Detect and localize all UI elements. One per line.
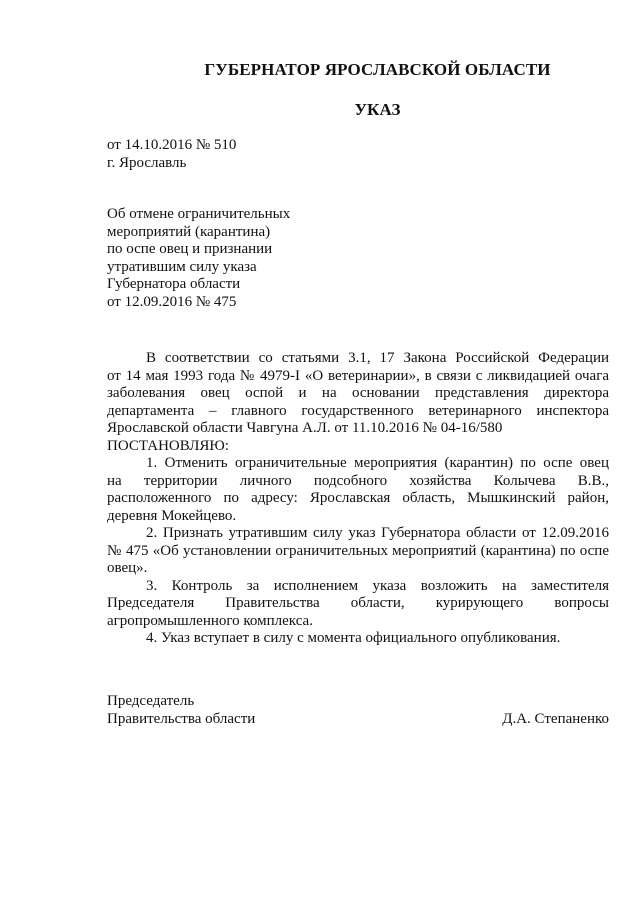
document-type-title: УКАЗ (354, 100, 401, 119)
subject-line: утратившим силу указа (107, 258, 257, 275)
clause-line: № 475 «Об установлении ограничительных мероприятий (карантина) по оспе (107, 542, 609, 559)
clause-line: на территории личного подсобного хозяйства Колычева В.В., (107, 472, 609, 489)
date-number: от 14.10.2016 № 510 (107, 137, 237, 153)
signer-position-row (107, 711, 609, 729)
clause-line: 3. Контроль за исполнением указа возложить на заместителя (146, 577, 609, 594)
clause-line: 2. Признать утратившим силу указ Губернатора области от 12.09.2016 (146, 525, 609, 541)
signer-name: Д.А. Степаненко (502, 710, 609, 727)
clause-line: овец». (107, 560, 148, 576)
preamble-line: заболевания овец оспой и на основании представления директора (107, 385, 609, 401)
document-body (107, 350, 609, 648)
place: г. Ярославль (107, 154, 187, 171)
authority-title: ГУБЕРНАТОР ЯРОСЛАВСКОЙ ОБЛАСТИ (204, 60, 551, 79)
preamble (107, 350, 609, 438)
document-subject (107, 206, 290, 311)
document-meta (107, 137, 236, 172)
clause-line: деревня Мокейцево. (107, 507, 237, 524)
subject-line: по оспе овец и признании (107, 241, 273, 257)
clause-line: агропромышленного комплекса. (107, 612, 313, 629)
preamble-line: департамента – главного государственного ветеринарного инспектора (107, 402, 609, 419)
clause-line: расположенного по адресу: Ярославская область, Мышкинский район, (107, 490, 609, 506)
subject-line: Губернатора области (107, 276, 241, 292)
subject-line: Об отмене ограничительных (107, 206, 291, 222)
clause-1 (107, 455, 609, 525)
preamble-line: В соответствии со статьями 3.1, 17 Закона Российской Федерации (146, 350, 609, 366)
signature-block (107, 693, 609, 728)
subject-line: от 12.09.2016 № 475 (107, 293, 237, 310)
clause-line: Председателя Правительства области, курирующего вопросы (107, 595, 609, 611)
subject-line: мероприятий (карантина) (107, 223, 271, 240)
signer-position-line2: Правительства области (107, 710, 256, 727)
preamble-line: от 14 мая 1993 года № 4979-I «О ветеринарии», в связи с ликвидацией очага (107, 367, 609, 384)
clause-3 (107, 578, 609, 631)
clause-4: 4. Указ вступает в силу с момента официального опубликования. (146, 630, 561, 646)
preamble-line: Ярославской области Чавгуна А.Л. от 11.10.2016 № 04-16/580 (107, 420, 503, 436)
clause-2 (107, 525, 609, 578)
signer-position-line1: Председатель (107, 693, 195, 709)
clause-line: 1. Отменить ограничительные мероприятия (карантин) по оспе овец (146, 455, 609, 471)
resolve-word: ПОСТАНОВЛЯЮ: (107, 437, 229, 454)
